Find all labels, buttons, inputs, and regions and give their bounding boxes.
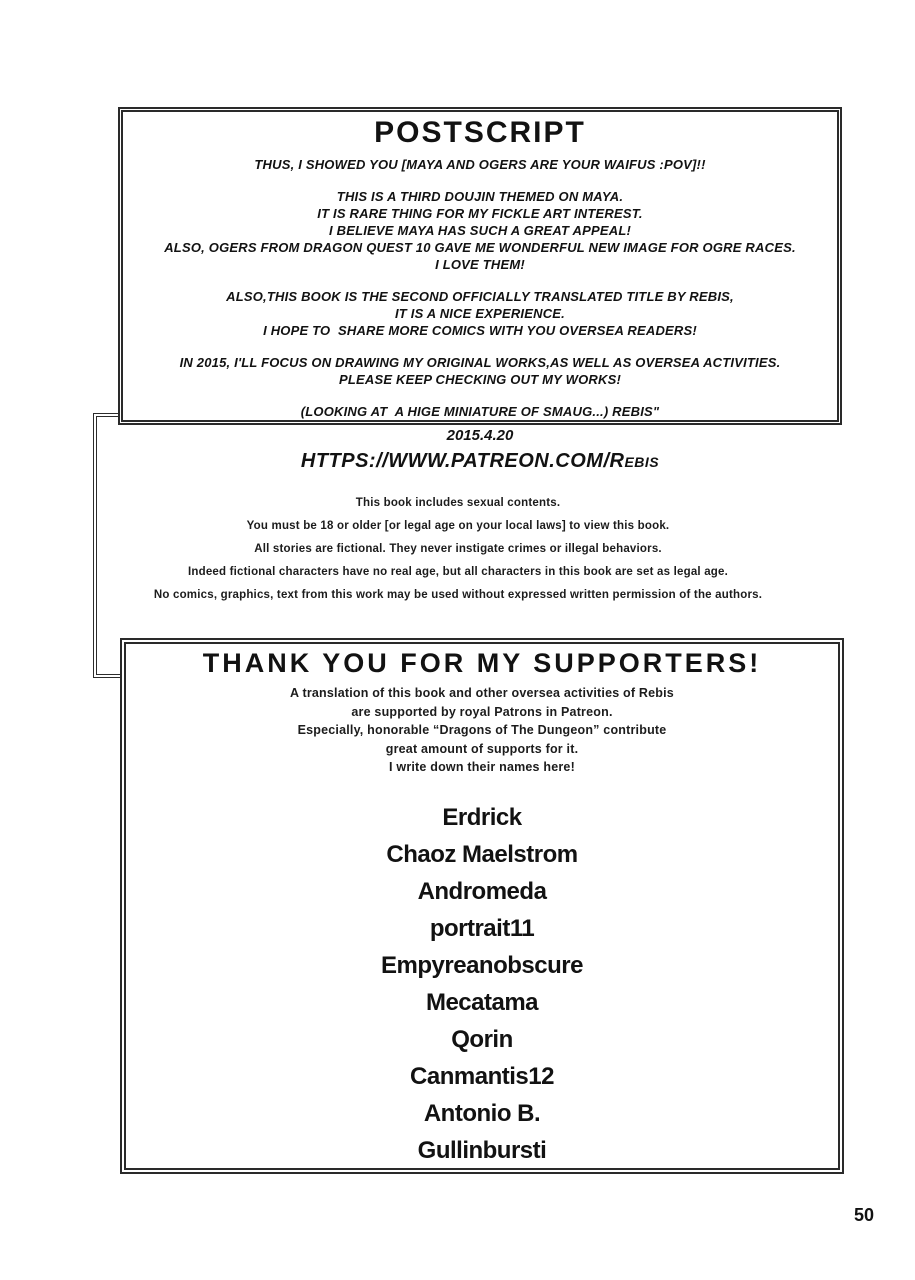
disclaimer-block <box>96 492 820 607</box>
supporters-intro-line: I write down their names here! <box>389 760 575 774</box>
postscript-signoff-line: (LOOKING AT A HIGE MINIATURE OF SMAUG...) REBIS" <box>300 404 660 419</box>
supporters-intro <box>126 684 838 777</box>
patreon-url-text: HTTPS://WWW.PATREON.COM/Rebis <box>300 450 660 472</box>
supporter-name: Empyreanobscure <box>381 951 583 979</box>
postscript-line: THUS, I SHOWED YOU [MAYA AND OGERS ARE YOUR WAIFUS :POV]!! <box>254 157 706 172</box>
supporter-name: Chaoz Maelstrom <box>386 840 578 868</box>
disclaimer-line: All stories are fictional. They never instigate crimes or illegal behaviors. <box>254 543 662 555</box>
supporters-intro-line: are supported by royal Patrons in Patreon. <box>351 704 613 719</box>
date-text: 2015.4.20 <box>446 427 514 444</box>
postscript-line: THIS IS A THIRD DOUJIN THEMED ON MAYA. <box>336 189 624 204</box>
meta-block <box>118 427 842 473</box>
page-number: 50 <box>854 1205 875 1225</box>
supporters-intro-line: Especially, honorable “Dragons of The Dungeon” contribute <box>297 723 667 737</box>
postscript-line: I BELIEVE MAYA HAS SUCH A GREAT APPEAL! <box>328 223 631 238</box>
postscript-paragraph <box>123 156 837 173</box>
supporters-title: THANK YOU FOR MY SUPPORTERS! <box>202 648 762 678</box>
supporters-intro-line: great amount of supports for it. <box>385 741 579 756</box>
supporter-name: portrait11 <box>429 914 535 942</box>
postscript-line: I LOVE THEM! <box>435 257 525 272</box>
supporter-name: Andromeda <box>417 877 547 905</box>
postscript-line: ALSO, OGERS FROM DRAGON QUEST 10 GAVE ME WONDERFUL NEW IMAGE FOR OGRE RACES. <box>164 240 796 255</box>
postscript-paragraph <box>123 288 837 339</box>
postscript-line: IN 2015, I'LL FOCUS ON DRAWING MY ORIGINAL WORKS,AS WELL AS OVERSEA ACTIVITIES. <box>179 355 781 370</box>
postscript-line: PLEASE KEEP CHECKING OUT MY WORKS! <box>339 372 621 387</box>
supporter-name: Qorin <box>451 1025 513 1053</box>
postscript-title: POSTSCRIPT <box>374 116 586 149</box>
postscript-body <box>123 156 837 420</box>
postscript-line: IT IS RARE THING FOR MY FICKLE ART INTEREST. <box>317 206 643 221</box>
supporters-name-list <box>126 799 838 1169</box>
supporters-box <box>120 638 844 1174</box>
postscript-paragraph <box>123 403 837 420</box>
postscript-box <box>118 107 842 425</box>
disclaimer-line: This book includes sexual contents. <box>355 497 561 509</box>
postscript-line: IT IS A NICE EXPERIENCE. <box>395 306 565 321</box>
supporter-name: Erdrick <box>442 803 522 831</box>
supporters-intro-line: A translation of this book and other oversea activities of Rebis <box>290 686 674 700</box>
supporter-name: Antonio B. <box>423 1099 541 1127</box>
supporter-name: Gullinbursti <box>417 1136 547 1164</box>
postscript-line: I HOPE TO SHARE MORE COMICS WITH YOU OVERSEA READERS! <box>263 323 697 338</box>
disclaimer-line: Indeed fictional characters have no real age, but all characters in this book are set as legal age. <box>187 566 729 578</box>
postscript-paragraph <box>123 188 837 273</box>
supporter-name: Mecatama <box>425 988 539 1016</box>
supporter-name: Canmantis12 <box>410 1062 554 1090</box>
postscript-paragraph <box>123 354 837 388</box>
disclaimer-line: No comics, graphics, text from this work may be used without expressed written permission of the authors. <box>153 589 763 601</box>
disclaimer-line: You must be 18 or older [or legal age on your local laws] to view this book. <box>246 520 670 532</box>
postscript-line: ALSO,THIS BOOK IS THE SECOND OFFICIALLY TRANSLATED TITLE BY REBIS, <box>226 289 734 304</box>
